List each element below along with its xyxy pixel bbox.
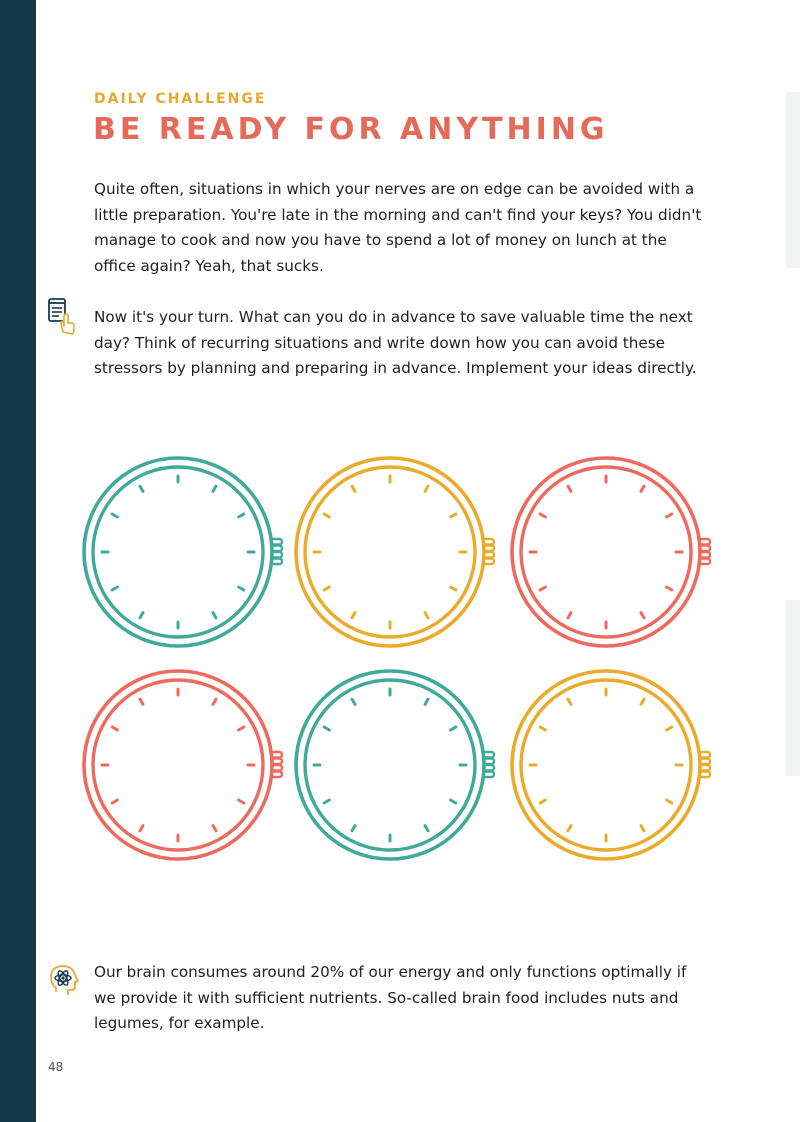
clock-face xyxy=(68,655,288,875)
section-eyebrow: DAILY CHALLENGE xyxy=(94,91,267,107)
clock-face xyxy=(496,655,716,875)
clock-face xyxy=(496,442,716,662)
intro-paragraph: Quite often, situations in which your nerves are on edge can be avoided with a little preparation. You're late in the morning and can't find your keys? You didn't manage to cook and now you have to spend a lot of money on lunch at the office again? Yeah, that sucks. xyxy=(94,180,702,275)
page-number: 48 xyxy=(48,1060,64,1074)
clock-outer-ring xyxy=(84,458,272,646)
brain-atom-icon xyxy=(48,962,82,1002)
clock-outer-ring xyxy=(84,671,272,859)
page-title: BE READY FOR ANYTHING xyxy=(93,112,609,147)
clock-face xyxy=(280,655,500,875)
clock-face xyxy=(68,442,288,662)
clock-face xyxy=(280,442,500,662)
tip-paragraph: Our brain consumes around 20% of our energy and only functions optimally if we provide it with sufficient nutrients. So-called brain food includes nuts and legumes, for example. xyxy=(94,963,687,1032)
clock-outer-ring xyxy=(512,671,700,859)
clock-outer-ring xyxy=(512,458,700,646)
clock-outer-ring xyxy=(296,458,484,646)
task-paragraph: Now it's your turn. What can you do in advance to save valuable time the next day? Think of recurring situations and write down how you can avoid these stressors by planning and preparing in advance. Implement your ideas directly. xyxy=(94,308,697,377)
clock-outer-ring xyxy=(296,671,484,859)
